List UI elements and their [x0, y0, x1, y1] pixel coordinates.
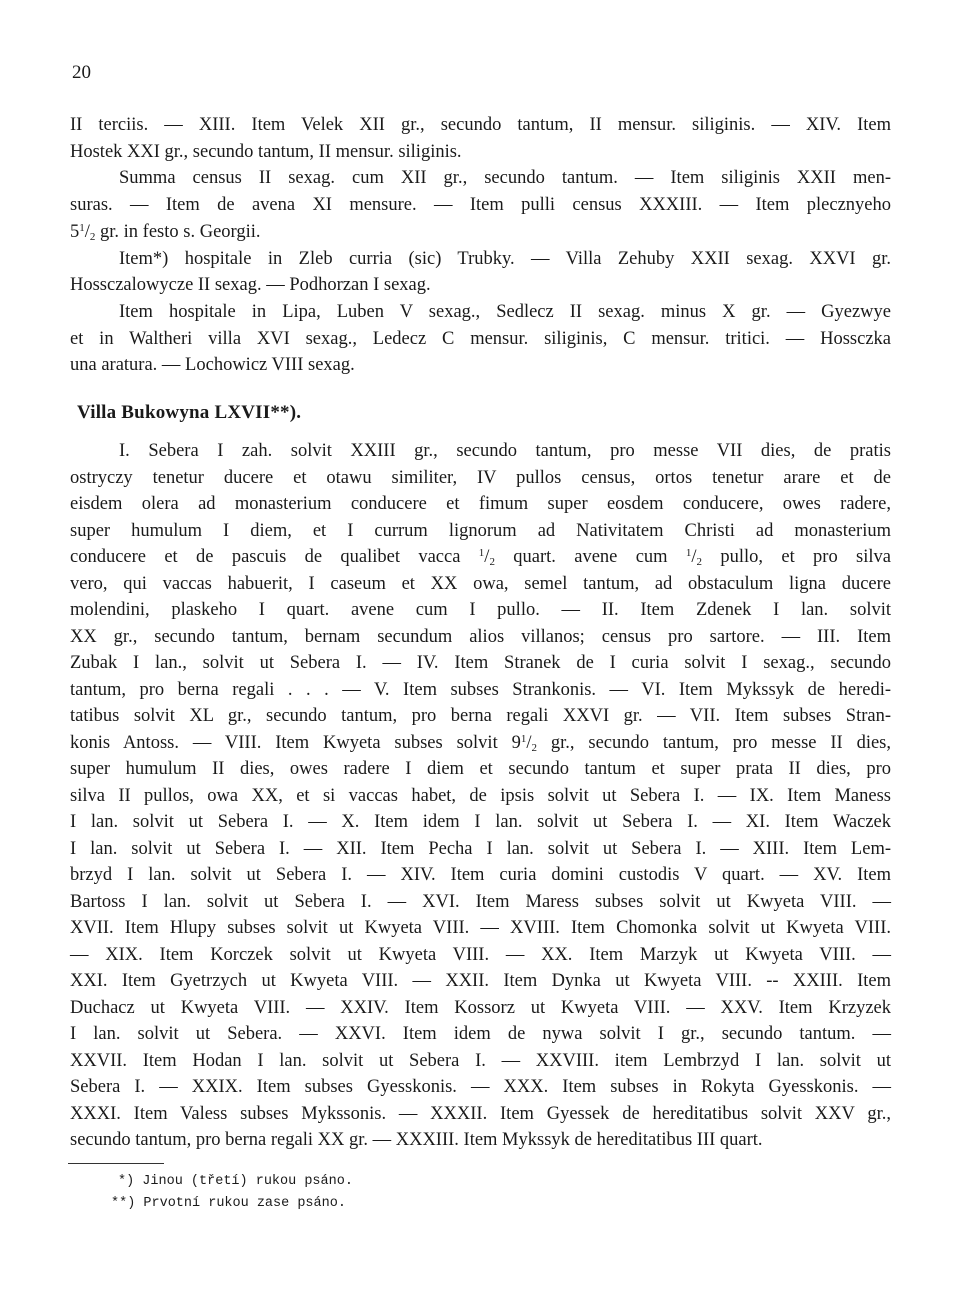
text-line: conducere et de pascuis de qualibet vacca $^1/_2$ quart. avene cum $^1/_2$ pullo, et pro silva	[70, 547, 891, 568]
text-line: eisdem olera ad monasterium conducere et fimum super eosdem conducere, owes radere,	[70, 494, 891, 514]
text-line: silva II pullos, owa XX, et si vaccas habet, de ipsis solvit ut Sebera I. — IX. Item Maness	[70, 785, 891, 806]
text-line: XXVII. Item Hodan I lan. solvit ut Sebera I. — XXVIII. item Lembrzyd I lan. solvit ut	[70, 1050, 891, 1071]
text-line: secundo tantum, pro berna regali XX gr. — XXXIII. Item Mykssyk de hereditatibus III quart.	[70, 1130, 763, 1150]
section-heading: Villa Bukowyna LXVII**).	[77, 402, 302, 423]
text-line: suras. — Item de avena XI mensure. — Item pulli census XXXIII. — Item plecznyeho	[70, 195, 891, 216]
text-line: XVII. Item Hlupy subses solvit ut Kwyeta VIII. — XVIII. Item Chomonka solvit ut Kwyeta VIII.	[70, 918, 891, 938]
text-line: konis Antoss. — VIII. Item Kwyeta subses solvit $9^1/_2$ gr., secundo tantum, pro messe II dies,	[70, 732, 891, 754]
footnote-1: *) Jinou (třetí) rukou psáno.	[118, 1174, 353, 1189]
text-line: Hossczalowycze II sexag. — Podhorzan I sexag.	[70, 275, 431, 296]
text-line: Duchacz ut Kwyeta VIII. — XXIV. Item Kossorz ut Kwyeta VIII. — XXV. Item Krzyzek	[70, 997, 891, 1018]
text-line: super humulum I diem, et I currum lignorum ad Nativitatem Christi ad monasterium	[70, 520, 891, 541]
text-line: molendini, plaskeho I quart. avene cum I pullo. — II. Item Zdenek I lan. solvit	[70, 600, 891, 620]
text-line: Sebera I. — XXIX. Item subses Gyesskonis. — XXX. Item subses in Rokyta Gyesskonis. —	[70, 1077, 891, 1097]
text-line: I. Sebera I zah. solvit XXIII gr., secundo tantum, pro messe VII dies, de pratis	[119, 441, 891, 461]
text-line: Item hospitale in Lipa, Luben V sexag., Sedlecz II sexag. minus X gr. — Gyezwye	[119, 301, 891, 322]
text-line: super humulum II dies, owes radere I diem et secundo tantum et super prata II dies, pro	[70, 759, 891, 779]
text-line: vero, qui vaccas habuerit, I caseum et XX owa, semel tantum, ad obstaculum ligna ducere	[70, 573, 891, 594]
text-line: XX gr., secundo tantum, bernam secundum alios villanos; census pro sartore. — III. Item	[70, 626, 891, 647]
text-line: Summa census II sexag. cum XII gr., secundo tantum. — Item siliginis XXII men-	[119, 168, 891, 189]
text-line: $5^1/_2$ gr. in festo s. Georgii.	[70, 221, 261, 243]
text-line: brzyd I lan. solvit ut Sebera I. — XIV. Item curia domini custodis V quart. — XV. Item	[70, 865, 891, 885]
text-line: ostryczy tenetur ducere et otawu similiter, IV pullos census, ortos tenetur arare et de	[70, 467, 891, 488]
text-line: et in Waltheri villa XVI sexag., Ledecz C mensur. siliginis, C mensur. tritici. — Hossczka	[70, 328, 891, 349]
footnote-divider	[68, 1163, 164, 1164]
text-line: tatibus solvit XL gr., secundo tantum, pro berna regali XXVI gr. — VII. Item subses Stran-	[70, 706, 891, 726]
text-line: XXXI. Item Valess subses Mykssonis. — XXXII. Item Gyessek de hereditatibus solvit XXV gr.,	[70, 1103, 891, 1124]
text-line: Hostek XXI gr., secundo tantum, II mensur. siliginis.	[70, 141, 462, 162]
footnote-2: **) Prvotní rukou zase psáno.	[111, 1196, 346, 1211]
text-line: I lan. solvit ut Sebera I. — X. Item idem I lan. solvit ut Sebera I. — XI. Item Waczek	[70, 812, 891, 832]
text-line: II terciis. — XIII. Item Velek XII gr., secundo tantum, II mensur. siliginis. — XIV. Item	[70, 115, 891, 135]
text-line: I lan. solvit ut Sebera. — XXVI. Item idem de nywa solvit I gr., secundo tantum. —	[70, 1024, 891, 1044]
text-line: I lan. solvit ut Sebera I. — XII. Item Pecha I lan. solvit ut Sebera I. — XIII. Item Lem-	[70, 838, 891, 859]
text-line: tantum, pro berna regali . . . — V. Item subses Strankonis. — VI. Item Mykssyk de heredi-	[70, 679, 891, 700]
text-line: — XIX. Item Korczek solvit ut Kwyeta VIII. — XX. Item Marzyk ut Kwyeta VIII. —	[70, 944, 891, 965]
text-line: XXI. Item Gyetrzych ut Kwyeta VIII. — XXII. Item Dynka ut Kwyeta VIII. -- XXIII. Item	[70, 971, 891, 991]
text-line: Bartoss I lan. solvit ut Sebera I. — XVI. Item Maress subses solvit ut Kwyeta VIII. —	[70, 891, 891, 912]
text-line: Item*) hospitale in Zleb curria (sic) Trubky. — Villa Zehuby XXII sexag. XXVI gr.	[119, 248, 891, 269]
text-line: una aratura. — Lochowicz VIII sexag.	[70, 355, 355, 376]
page-number: 20	[72, 62, 91, 83]
text-line: Zubak I lan., solvit ut Sebera I. — IV. Item Stranek de I curia solvit I sexag., secundo	[70, 653, 891, 673]
